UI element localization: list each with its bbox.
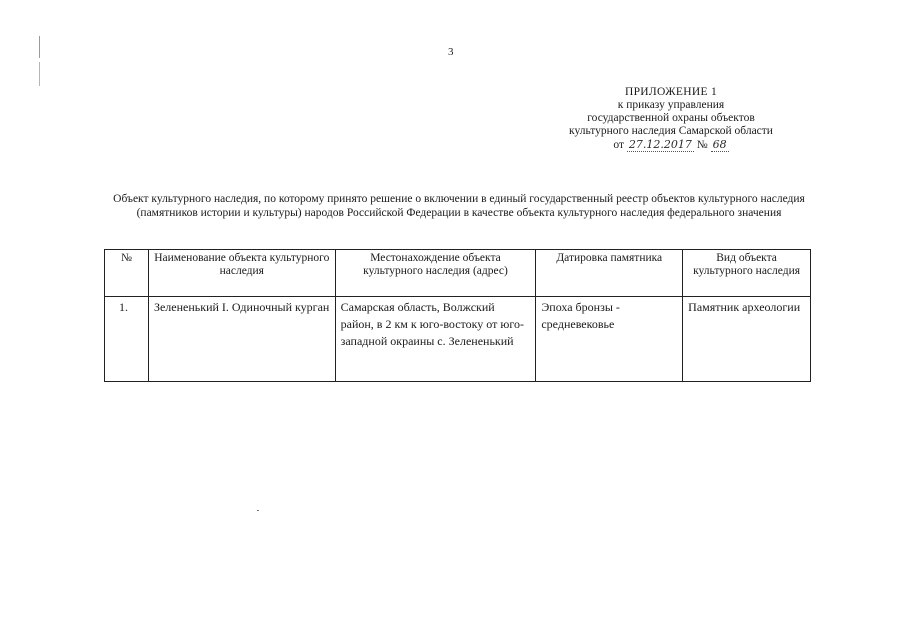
object-name: Зелененький I. Одиночный курган: [148, 297, 335, 382]
appendix-block: [545, 86, 797, 152]
object-type: Памятник археологии: [683, 297, 811, 382]
object-address: Самарская область, Волжский район, в 2 км к юго-востоку от юго-западной окраины с. Зелененький: [335, 297, 536, 382]
row-number: 1.: [105, 297, 149, 382]
object-dating: Эпоха бронзы - средневековье: [536, 297, 683, 382]
table-row: [105, 297, 811, 382]
header-type: Вид объекта культурного наследия: [683, 250, 811, 297]
document-title: Объект культурного наследия, по которому принято решение о включении в единый государственный реестр объектов культурного наследия (памятников истории и культуры) народов Российской Федерации в качестве объекта культурного наследия федерального значения: [113, 193, 805, 219]
header-number: №: [105, 250, 149, 297]
appendix-line: культурного наследия Самарской области: [569, 125, 773, 137]
header-address: Местонахождение объекта культурного наследия (адрес): [335, 250, 536, 297]
header-dating: Датировка памятника: [536, 250, 683, 297]
table-header-row: [105, 250, 811, 297]
heritage-table: [104, 249, 811, 382]
appendix-line: государственной охраны объектов: [587, 112, 755, 124]
appendix-title: ПРИЛОЖЕНИЕ 1: [624, 86, 717, 98]
number-prefix: №: [696, 139, 708, 151]
handwritten-date: 27.12.2017: [628, 138, 692, 151]
scan-speck: [257, 510, 259, 511]
page-number: 3: [448, 46, 454, 58]
scan-edge-mark: [39, 36, 40, 58]
appendix-line: к приказу управления: [617, 99, 725, 111]
header-name: Наименование объекта культурного наследия: [148, 250, 335, 297]
order-date-line: [545, 138, 797, 152]
handwritten-number: 68: [712, 138, 727, 151]
scan-edge-mark: [39, 62, 40, 86]
date-prefix: от: [613, 139, 625, 151]
